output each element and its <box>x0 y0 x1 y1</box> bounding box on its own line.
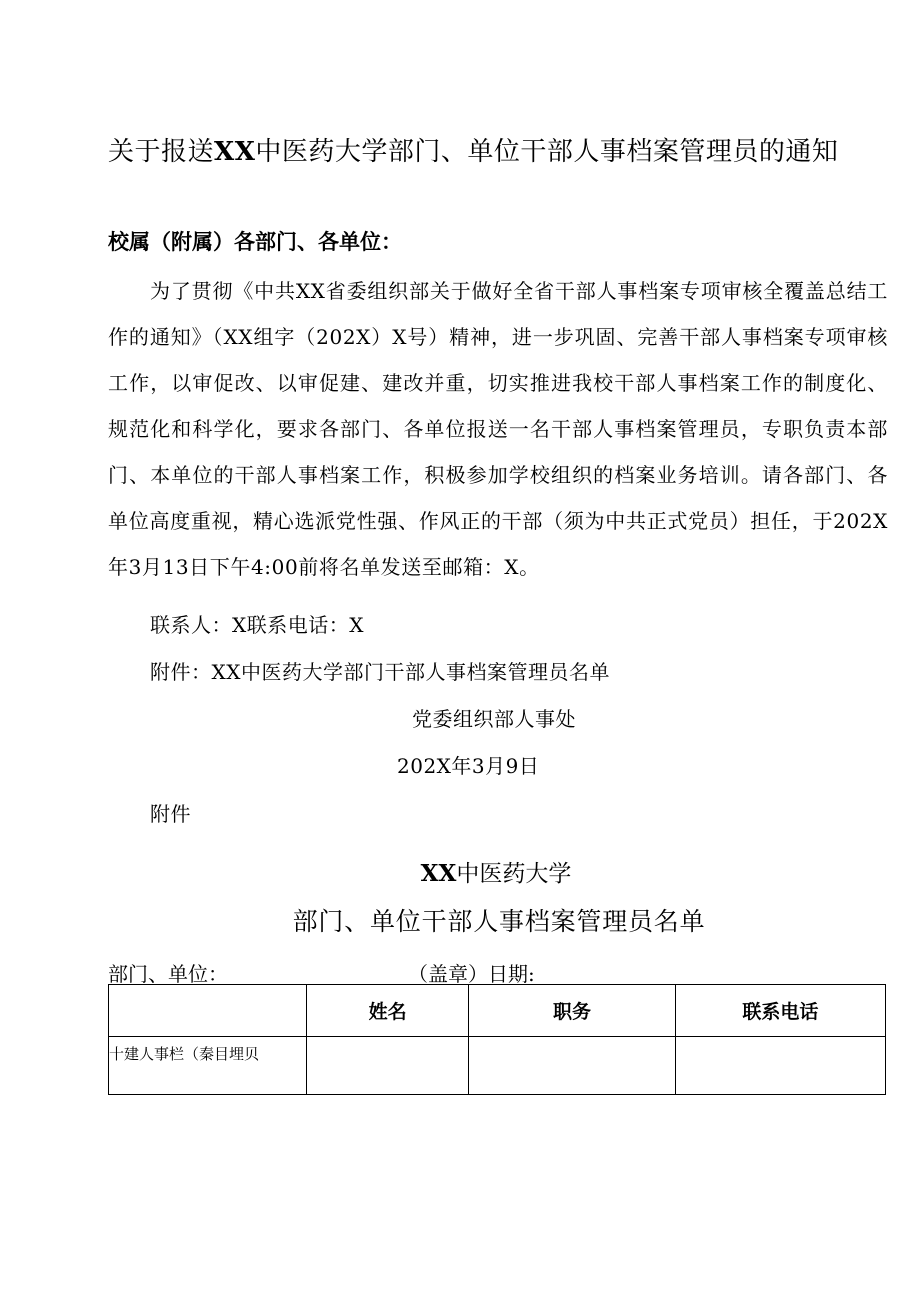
attachment-title-org: XX <box>420 860 457 887</box>
notice-body: 为了贯彻《中共XX省委组织部关于做好全省干部人事档案专项审核全覆盖总结工作的通知》（XX组字（202X）X号）精神，进一步巩固、完善干部人事档案专项审核工作，以审促改、以审促建、建改并重，切实推进我校干部人事档案工作的制度化、规范化和科学化，要求各部门、各单位报送一名干部人事档案管理员，专职负责本部门、本单位的干部人事档案工作，积极参加学校组织的档案业务培训。请各部门、各单位高度重视，精心选派党性强、作风正的干部（须为中共正式党员）担任，于202X年3月13日下午4:00前将名单发送至邮箱：X。 <box>108 279 888 579</box>
position-cell <box>469 1037 675 1095</box>
phone-cell <box>675 1037 885 1095</box>
issuer: 党委组织部人事处 <box>412 707 576 731</box>
attachment-title-suffix: 中医药大学 <box>456 861 572 887</box>
title-prefix: 关于报送 <box>108 137 215 167</box>
table-row <box>109 1037 886 1095</box>
seal-date-label: （盖章）日期: <box>408 962 535 986</box>
header-cell-position: 职务 <box>469 985 675 1037</box>
notice-title <box>108 131 838 168</box>
header-cell-name: 姓名 <box>306 985 468 1037</box>
title-suffix: 中医药大学部门、单位干部人事档案管理员的通知 <box>255 137 839 167</box>
attachment-label: 附件 <box>150 802 191 826</box>
dept-label: 部门、单位： <box>108 962 228 986</box>
contact-line: 联系人：X联系电话：X <box>150 613 364 637</box>
header-cell-phone: 联系电话 <box>675 985 885 1037</box>
attachment-note: 附件：XX中医药大学部门干部人事档案管理员名单 <box>150 660 610 684</box>
attachment-title-line1 <box>0 855 920 888</box>
salutation: 校属（附属）各部门、各单位： <box>108 229 402 254</box>
issue-date: 202X年3月9日 <box>397 754 540 778</box>
name-cell <box>306 1037 468 1095</box>
row-label-cell: 十建人事栏（秦目埋贝 <box>109 1037 307 1095</box>
table-header-row <box>109 985 886 1037</box>
header-cell-blank <box>109 985 307 1037</box>
roster-table <box>108 984 886 1095</box>
title-org: XX <box>214 137 256 167</box>
attachment-title-line2: 部门、单位干部人事档案管理员名单 <box>292 907 706 936</box>
